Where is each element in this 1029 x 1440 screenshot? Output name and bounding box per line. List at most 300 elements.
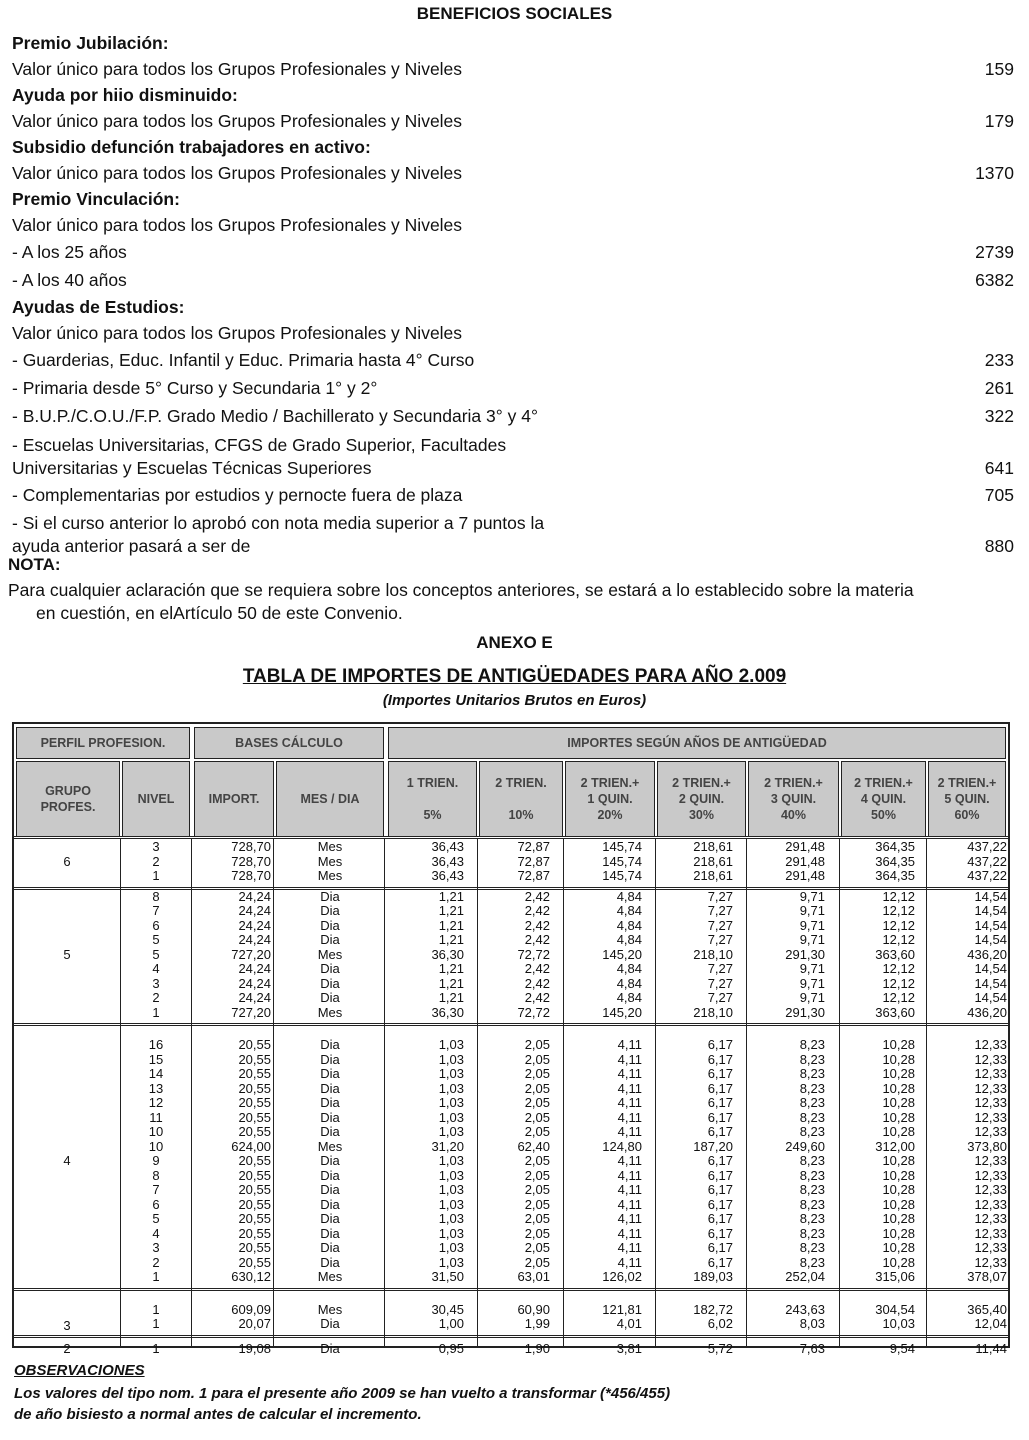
column-divider bbox=[926, 838, 927, 1346]
table-row bbox=[14, 869, 1008, 884]
table-cell: 15 bbox=[148, 1051, 164, 1067]
column-divider bbox=[746, 838, 747, 1346]
table-row bbox=[14, 1342, 1008, 1357]
header-antiguedad-col bbox=[748, 761, 839, 837]
header-col-line: 1 QUIN. bbox=[587, 792, 633, 806]
table-cell: 1,03 bbox=[438, 1095, 464, 1110]
table-cell: 7,27 bbox=[707, 903, 733, 918]
table-cell: 4,84 bbox=[616, 888, 642, 904]
table-cell: Dia bbox=[320, 888, 340, 904]
table-cell: 12,33 bbox=[974, 1240, 1007, 1255]
table-cell: 6,17 bbox=[707, 1066, 733, 1081]
table-cell: 6,17 bbox=[707, 1095, 733, 1110]
table-cell: 72,72 bbox=[517, 1004, 550, 1020]
table-cell: 10,28 bbox=[882, 1109, 915, 1125]
group-separator bbox=[14, 887, 1008, 890]
table-cell: 8,23 bbox=[799, 1211, 825, 1226]
header-col-line: 30% bbox=[688, 808, 715, 822]
table-cell: 10,28 bbox=[882, 1124, 915, 1139]
defuncion-title: Subsidio defunción trabajadores en activo: bbox=[12, 137, 371, 157]
header-col-line: 20% bbox=[597, 808, 623, 822]
header-col-line: 2 TRIEN.+ bbox=[580, 776, 640, 790]
defuncion-desc: Valor único para todos los Grupos Profesionales y Niveles bbox=[12, 163, 463, 183]
table-cell: 2,05 bbox=[524, 1167, 550, 1183]
table-cell: 5,72 bbox=[707, 1340, 733, 1356]
table-cell: 1,03 bbox=[438, 1153, 464, 1168]
header-antiguedad-col bbox=[657, 761, 746, 837]
table-cell: 364,35 bbox=[875, 868, 915, 883]
table-cell: 10,28 bbox=[882, 1095, 915, 1110]
header-nivel: NIVEL bbox=[122, 761, 190, 837]
table-cell: 2 bbox=[152, 990, 160, 1005]
jubilacion-amount: 159 bbox=[984, 59, 1014, 79]
table-cell: Dia bbox=[320, 975, 340, 991]
table-cell: 12,33 bbox=[974, 1196, 1007, 1212]
table-cell: 8,23 bbox=[799, 1167, 825, 1183]
table-cell: Mes bbox=[317, 853, 343, 869]
table-cell: 364,35 bbox=[875, 853, 915, 869]
table-row bbox=[14, 1183, 1008, 1198]
table-cell: 1,21 bbox=[438, 888, 464, 904]
nota-line: Para cualquier aclaración que se requiera sobre los conceptos anteriores, se estará a lo establecido sobre la materia bbox=[8, 580, 914, 600]
column-divider bbox=[839, 838, 840, 1346]
table-cell: 126,02 bbox=[602, 1269, 642, 1284]
table-cell: 6,17 bbox=[707, 1037, 733, 1052]
table-cell: 72,72 bbox=[517, 946, 550, 962]
table-cell: 5 bbox=[152, 932, 160, 947]
table-cell: 12 bbox=[148, 1095, 164, 1110]
table-cell: 1,03 bbox=[438, 1051, 464, 1067]
header-col-line: 2 TRIEN. bbox=[495, 776, 547, 790]
table-cell: 8,23 bbox=[799, 1225, 825, 1241]
header-col-line: 5% bbox=[423, 808, 442, 822]
table-cell: 7,27 bbox=[707, 917, 733, 933]
estudios-item-label: - Guarderias, Educ. Infantil y Educ. Primaria hasta 4° Curso bbox=[12, 350, 475, 370]
table-cell: 4,11 bbox=[617, 1240, 642, 1255]
table-cell: 12,33 bbox=[974, 1182, 1007, 1197]
table-cell: 10 bbox=[148, 1124, 164, 1139]
table-cell: 6,17 bbox=[707, 1254, 733, 1270]
table-cell: 12,12 bbox=[882, 932, 915, 947]
table-cell: Dia bbox=[320, 1095, 340, 1110]
column-divider bbox=[655, 838, 656, 1346]
table-cell: 2,05 bbox=[524, 1037, 550, 1052]
table-cell: 3 bbox=[152, 839, 160, 854]
estudios-item-label: - Si el curso anterior lo aprobó con nota media superior a 7 puntos la bbox=[12, 513, 545, 533]
table-cell: 4,11 bbox=[617, 1037, 642, 1052]
estudios-item-label: - Primaria desde 5° Curso y Secundaria 1° y 2° bbox=[12, 378, 378, 398]
observaciones-title: OBSERVACIONES bbox=[14, 1362, 145, 1379]
table-cell: 24,24 bbox=[238, 888, 271, 904]
column-divider bbox=[477, 838, 478, 1346]
header-bases: BASES CÁLCULO bbox=[194, 727, 384, 759]
table-cell: 20,55 bbox=[238, 1095, 271, 1110]
table-cell: 9 bbox=[152, 1153, 160, 1168]
table-cell: 145,74 bbox=[602, 839, 642, 854]
table-cell: 4 bbox=[152, 1225, 160, 1241]
table-cell: 12,33 bbox=[974, 1225, 1007, 1241]
table-cell: 9,71 bbox=[799, 903, 825, 918]
table-cell: 6,17 bbox=[707, 1109, 733, 1125]
table-cell: 8,23 bbox=[799, 1182, 825, 1197]
table-cell: 4,11 bbox=[617, 1153, 642, 1168]
table-row bbox=[14, 1241, 1008, 1256]
table-cell: 1,21 bbox=[438, 990, 464, 1005]
table-cell: 12,12 bbox=[882, 888, 915, 904]
table-cell: Dia bbox=[320, 1051, 340, 1067]
table-cell: Dia bbox=[320, 1225, 340, 1241]
table-cell: 2,05 bbox=[524, 1066, 550, 1081]
table-cell: 8,23 bbox=[799, 1124, 825, 1139]
table-row bbox=[14, 1096, 1008, 1111]
jubilacion-desc: Valor único para todos los Grupos Profesionales y Niveles bbox=[12, 59, 463, 79]
table-cell: 12,33 bbox=[974, 1095, 1007, 1110]
table-cell: Dia bbox=[320, 932, 340, 947]
table-cell: Dia bbox=[320, 1254, 340, 1270]
table-cell: 4,11 bbox=[617, 1225, 642, 1241]
table-row bbox=[14, 1053, 1008, 1068]
header-col-line: 5 QUIN. bbox=[944, 792, 990, 806]
table-cell: 7,27 bbox=[707, 932, 733, 947]
table-cell: Mes bbox=[317, 1138, 343, 1154]
table-cell: 6,17 bbox=[707, 1240, 733, 1255]
table-cell: 727,20 bbox=[231, 946, 271, 962]
table-cell: 24,24 bbox=[238, 975, 271, 991]
table-cell: 5 bbox=[152, 1211, 160, 1226]
table-cell: 10,28 bbox=[882, 1254, 915, 1270]
defuncion-amount: 1370 bbox=[975, 163, 1014, 183]
table-cell: 1,21 bbox=[438, 903, 464, 918]
table-cell: 10,28 bbox=[882, 1080, 915, 1096]
header-col-line: 1 TRIEN. bbox=[406, 776, 459, 790]
table-cell: Dia bbox=[320, 1240, 340, 1255]
header-col-line: 2 TRIEN.+ bbox=[937, 776, 997, 790]
table-cell: 291,48 bbox=[785, 868, 825, 883]
table-cell: 1,03 bbox=[438, 1037, 464, 1052]
table-cell: 1,03 bbox=[438, 1225, 464, 1241]
table-cell: 14,54 bbox=[974, 888, 1007, 904]
table-cell: 145,74 bbox=[602, 868, 642, 883]
table-row bbox=[14, 1270, 1008, 1285]
table-cell: 20,55 bbox=[238, 1109, 271, 1125]
table-cell: 60,90 bbox=[517, 1301, 550, 1317]
table-row bbox=[14, 1198, 1008, 1213]
table-cell: 1,21 bbox=[438, 917, 464, 933]
table-cell: 4,84 bbox=[616, 990, 642, 1005]
table-cell: 20,55 bbox=[238, 1240, 271, 1255]
estudios-item-label: - Complementarias por estudios y pernocte fuera de plaza bbox=[12, 485, 463, 505]
header-antiguedad-col bbox=[388, 761, 477, 837]
table-cell: 14,54 bbox=[974, 961, 1007, 976]
table-title: TABLA DE IMPORTES DE ANTIGÜEDADES PARA AÑO 2.009 bbox=[242, 666, 787, 687]
column-divider bbox=[120, 838, 121, 1346]
table-row bbox=[14, 933, 1008, 948]
table-cell: 1,03 bbox=[438, 1066, 464, 1081]
table-cell: 62,40 bbox=[517, 1138, 550, 1154]
table-cell: Mes bbox=[317, 868, 343, 883]
table-cell: 2,05 bbox=[524, 1182, 550, 1197]
table-cell: 12,33 bbox=[974, 1153, 1007, 1168]
estudios-item-amount: 641 bbox=[984, 458, 1014, 478]
table-cell: 2,42 bbox=[524, 903, 550, 918]
estudios-item-amount: 233 bbox=[984, 350, 1014, 370]
anexo-title: ANEXO E bbox=[476, 633, 553, 652]
table-cell: 4,84 bbox=[616, 961, 642, 976]
table-cell: 20,55 bbox=[238, 1066, 271, 1081]
table-cell: 8,23 bbox=[799, 1066, 825, 1081]
table-cell: 2,05 bbox=[524, 1051, 550, 1067]
table-row bbox=[14, 1212, 1008, 1227]
nota-title: NOTA: bbox=[8, 555, 61, 574]
table-cell: 20,55 bbox=[238, 1124, 271, 1139]
header-col-line: 2 TRIEN.+ bbox=[764, 776, 823, 790]
table-cell: 8,23 bbox=[799, 1037, 825, 1052]
table-cell: 291,30 bbox=[785, 1004, 825, 1020]
table-cell: 14,54 bbox=[974, 903, 1007, 918]
table-cell: 9,71 bbox=[799, 932, 825, 947]
table-cell: 609,09 bbox=[231, 1301, 271, 1317]
table-cell: Dia bbox=[320, 990, 340, 1005]
table-cell: 7,27 bbox=[707, 961, 733, 976]
table-cell: 437,22 bbox=[967, 839, 1007, 854]
table-cell: 8,23 bbox=[799, 1080, 825, 1096]
vinculacion-item-label: - A los 40 años bbox=[12, 270, 127, 290]
table-row bbox=[14, 962, 1008, 977]
table-cell: 1 bbox=[152, 1269, 160, 1284]
table-cell: 7,27 bbox=[707, 975, 733, 991]
table-cell: 1,03 bbox=[438, 1080, 464, 1096]
table-cell: 373,80 bbox=[967, 1138, 1007, 1154]
table-cell: 10,28 bbox=[882, 1196, 915, 1212]
table-cell: 6,17 bbox=[707, 1124, 733, 1139]
estudios-item-label: - Escuelas Universitarias, CFGS de Grado Superior, Facultades bbox=[12, 435, 507, 455]
table-cell: 8,23 bbox=[799, 1254, 825, 1270]
table-cell: 7,27 bbox=[707, 888, 733, 904]
table-cell: 14,54 bbox=[974, 975, 1007, 991]
table-row bbox=[14, 1154, 1008, 1169]
table-cell: 1,03 bbox=[438, 1254, 464, 1270]
table-cell: 2 bbox=[152, 1254, 160, 1270]
table-cell: 12,12 bbox=[882, 990, 915, 1005]
table-cell: 6,17 bbox=[707, 1211, 733, 1226]
table-cell: 363,60 bbox=[875, 1004, 915, 1020]
grupo-label: 4 bbox=[63, 1153, 71, 1169]
table-cell: 63,01 bbox=[517, 1269, 550, 1284]
column-divider bbox=[384, 838, 385, 1346]
table-row bbox=[14, 1317, 1008, 1332]
table-cell: 2,05 bbox=[524, 1095, 550, 1110]
table-cell: Dia bbox=[320, 1211, 340, 1226]
table-cell: 8,23 bbox=[799, 1153, 825, 1168]
table-cell: 4,11 bbox=[617, 1196, 642, 1212]
grupo-label: 3 bbox=[63, 1317, 71, 1333]
table-cell: 243,63 bbox=[785, 1301, 825, 1317]
table-cell: 1 bbox=[152, 1316, 160, 1331]
grupo-label: 6 bbox=[63, 853, 71, 869]
table-cell: 624,00 bbox=[231, 1138, 271, 1154]
table-cell: Dia bbox=[320, 917, 340, 933]
table-cell: 14,54 bbox=[974, 917, 1007, 933]
table-cell: 312,00 bbox=[875, 1138, 915, 1154]
table-row bbox=[14, 1111, 1008, 1126]
table-cell: 20,55 bbox=[238, 1037, 271, 1052]
table-cell: 1,03 bbox=[438, 1211, 464, 1226]
table-cell: 252,04 bbox=[785, 1269, 825, 1284]
table-cell: 7 bbox=[152, 903, 160, 918]
table-cell: 11,44 bbox=[975, 1340, 1007, 1356]
vinculacion-title: Premio Vinculación: bbox=[12, 189, 180, 209]
header-grupo bbox=[16, 761, 120, 837]
table-cell: 1,21 bbox=[438, 932, 464, 947]
table-cell: 12,33 bbox=[974, 1211, 1007, 1226]
table-cell: 4,11 bbox=[617, 1167, 642, 1183]
table-cell: Dia bbox=[320, 1124, 340, 1139]
grupo-label: 2 bbox=[63, 1340, 71, 1356]
header-col-line: 2 TRIEN.+ bbox=[672, 776, 731, 790]
table-cell: 10,03 bbox=[882, 1316, 915, 1331]
table-cell: 2,42 bbox=[524, 917, 550, 933]
table-cell: 9,71 bbox=[799, 990, 825, 1005]
header-grupo-line: GRUPO bbox=[45, 784, 91, 798]
table-cell: 12,33 bbox=[974, 1051, 1007, 1067]
table-cell: 218,61 bbox=[693, 839, 733, 854]
table-cell: 30,45 bbox=[431, 1301, 464, 1317]
table-cell: 189,03 bbox=[693, 1269, 733, 1284]
table-cell: 8,03 bbox=[799, 1316, 825, 1331]
table-row bbox=[14, 991, 1008, 1006]
table-row bbox=[14, 904, 1008, 919]
table-cell: 4,11 bbox=[617, 1182, 642, 1197]
table-cell: 24,24 bbox=[238, 961, 271, 976]
table-cell: 9,71 bbox=[799, 917, 825, 933]
table-cell: 2,42 bbox=[524, 961, 550, 976]
header-col-line: 40% bbox=[780, 808, 807, 822]
header-col-line: 3 QUIN. bbox=[770, 792, 817, 806]
table-cell: 14,54 bbox=[974, 932, 1007, 947]
table-cell: Dia bbox=[320, 1080, 340, 1096]
jubilacion-title: Premio Jubilación: bbox=[12, 33, 169, 53]
table-cell: 437,22 bbox=[967, 853, 1007, 869]
table-cell: 4,11 bbox=[617, 1051, 642, 1067]
table-cell: 364,35 bbox=[875, 839, 915, 854]
grupo-label: 5 bbox=[63, 946, 71, 962]
vinculacion-desc: Valor único para todos los Grupos Profesionales y Niveles bbox=[12, 215, 463, 235]
table-cell: 3,81 bbox=[616, 1340, 642, 1356]
table-cell: 4 bbox=[152, 961, 160, 976]
table-cell: 249,60 bbox=[785, 1138, 825, 1154]
table-cell: 14,54 bbox=[974, 990, 1007, 1005]
table-cell: 1,00 bbox=[438, 1316, 464, 1331]
table-cell: 1,03 bbox=[438, 1240, 464, 1255]
header-import: IMPORT. bbox=[194, 761, 274, 837]
table-cell: 6,02 bbox=[707, 1316, 733, 1331]
table-cell: 145,20 bbox=[602, 1004, 642, 1020]
table-cell: 365,40 bbox=[967, 1301, 1007, 1317]
table-cell: 2,05 bbox=[524, 1124, 550, 1139]
table-cell: 10,28 bbox=[882, 1066, 915, 1081]
table-cell: Dia bbox=[320, 1182, 340, 1197]
table-cell: 436,20 bbox=[967, 1004, 1007, 1020]
table-cell: 9,71 bbox=[799, 975, 825, 991]
table-cell: 4,01 bbox=[616, 1316, 642, 1331]
table-cell: 6,17 bbox=[707, 1051, 733, 1067]
table-cell: 4,11 bbox=[617, 1124, 642, 1139]
group-separator bbox=[14, 1023, 1008, 1026]
antiguedad-table bbox=[12, 722, 1010, 1356]
table-cell: 12,12 bbox=[882, 917, 915, 933]
estudios-item-amount: 705 bbox=[984, 485, 1014, 505]
table-cell: 10,28 bbox=[882, 1153, 915, 1168]
table-cell: 2,05 bbox=[524, 1080, 550, 1096]
table-cell: 9,71 bbox=[799, 888, 825, 904]
table-cell: 20,55 bbox=[238, 1182, 271, 1197]
table-cell: 10 bbox=[148, 1138, 164, 1154]
table-cell: 145,74 bbox=[602, 853, 642, 869]
table-cell: 11 bbox=[149, 1109, 163, 1125]
table-cell: 12,04 bbox=[974, 1316, 1007, 1331]
table-cell: 12,33 bbox=[974, 1037, 1007, 1052]
table-cell: 8,23 bbox=[799, 1109, 825, 1125]
table-cell: 12,33 bbox=[974, 1167, 1007, 1183]
table-cell: 2,05 bbox=[524, 1254, 550, 1270]
table-cell: 437,22 bbox=[967, 868, 1007, 883]
nota-line: en cuestión, en elArtículo 50 de este Convenio. bbox=[36, 603, 403, 623]
table-cell: Mes bbox=[317, 839, 343, 854]
table-cell: 10,28 bbox=[882, 1167, 915, 1183]
table-cell: 24,24 bbox=[238, 990, 271, 1005]
table-cell: 6,17 bbox=[707, 1153, 733, 1168]
table-cell: 121,81 bbox=[602, 1301, 642, 1317]
table-cell: 4,11 bbox=[617, 1211, 642, 1226]
table-cell: 2,42 bbox=[524, 975, 550, 991]
table-cell: Mes bbox=[317, 1301, 343, 1317]
table-cell: 291,48 bbox=[785, 853, 825, 869]
table-cell: 20,07 bbox=[238, 1316, 271, 1331]
header-grupo-line: PROFES. bbox=[40, 800, 96, 814]
table-cell: 31,50 bbox=[431, 1269, 464, 1284]
table-cell: Dia bbox=[320, 1037, 340, 1052]
table-cell: 24,24 bbox=[238, 903, 271, 918]
table-cell: Mes bbox=[317, 946, 343, 962]
table-row bbox=[14, 1006, 1008, 1021]
table-cell: 363,60 bbox=[875, 946, 915, 962]
observaciones-line: Los valores del tipo nom. 1 para el presente año 2009 se han vuelto a transformar (*456/455) bbox=[14, 1385, 671, 1402]
table-cell: Dia bbox=[320, 1316, 340, 1331]
header-antiguedad-col bbox=[565, 761, 655, 837]
table-cell: 4,84 bbox=[616, 917, 642, 933]
table-cell: 1,90 bbox=[524, 1340, 550, 1356]
table-cell: 3 bbox=[152, 1240, 160, 1255]
table-cell: 10,28 bbox=[882, 1211, 915, 1226]
table-subtitle: (Importes Unitarios Brutos en Euros) bbox=[382, 692, 647, 709]
table-cell: 36,43 bbox=[431, 839, 464, 854]
table-cell: 20,55 bbox=[238, 1225, 271, 1241]
observaciones-line: de año bisiesto a normal antes de calcular el incremento. bbox=[14, 1406, 422, 1423]
table-row bbox=[14, 1140, 1008, 1155]
header-antiguedad-col bbox=[479, 761, 563, 837]
table-cell: 2,05 bbox=[524, 1196, 550, 1212]
section-title: BENEFICIOS SOCIALES bbox=[416, 4, 613, 23]
table-cell: 12,12 bbox=[882, 903, 915, 918]
column-divider bbox=[563, 838, 564, 1346]
table-cell: 2,05 bbox=[524, 1109, 550, 1125]
column-divider bbox=[273, 838, 274, 1346]
table-cell: 1,21 bbox=[438, 975, 464, 991]
table-cell: 1,03 bbox=[438, 1109, 464, 1125]
table-cell: Dia bbox=[320, 903, 340, 918]
vinculacion-item-label: - A los 25 años bbox=[12, 242, 127, 262]
hijo-title: Ayuda por hiio disminuido: bbox=[12, 85, 238, 105]
